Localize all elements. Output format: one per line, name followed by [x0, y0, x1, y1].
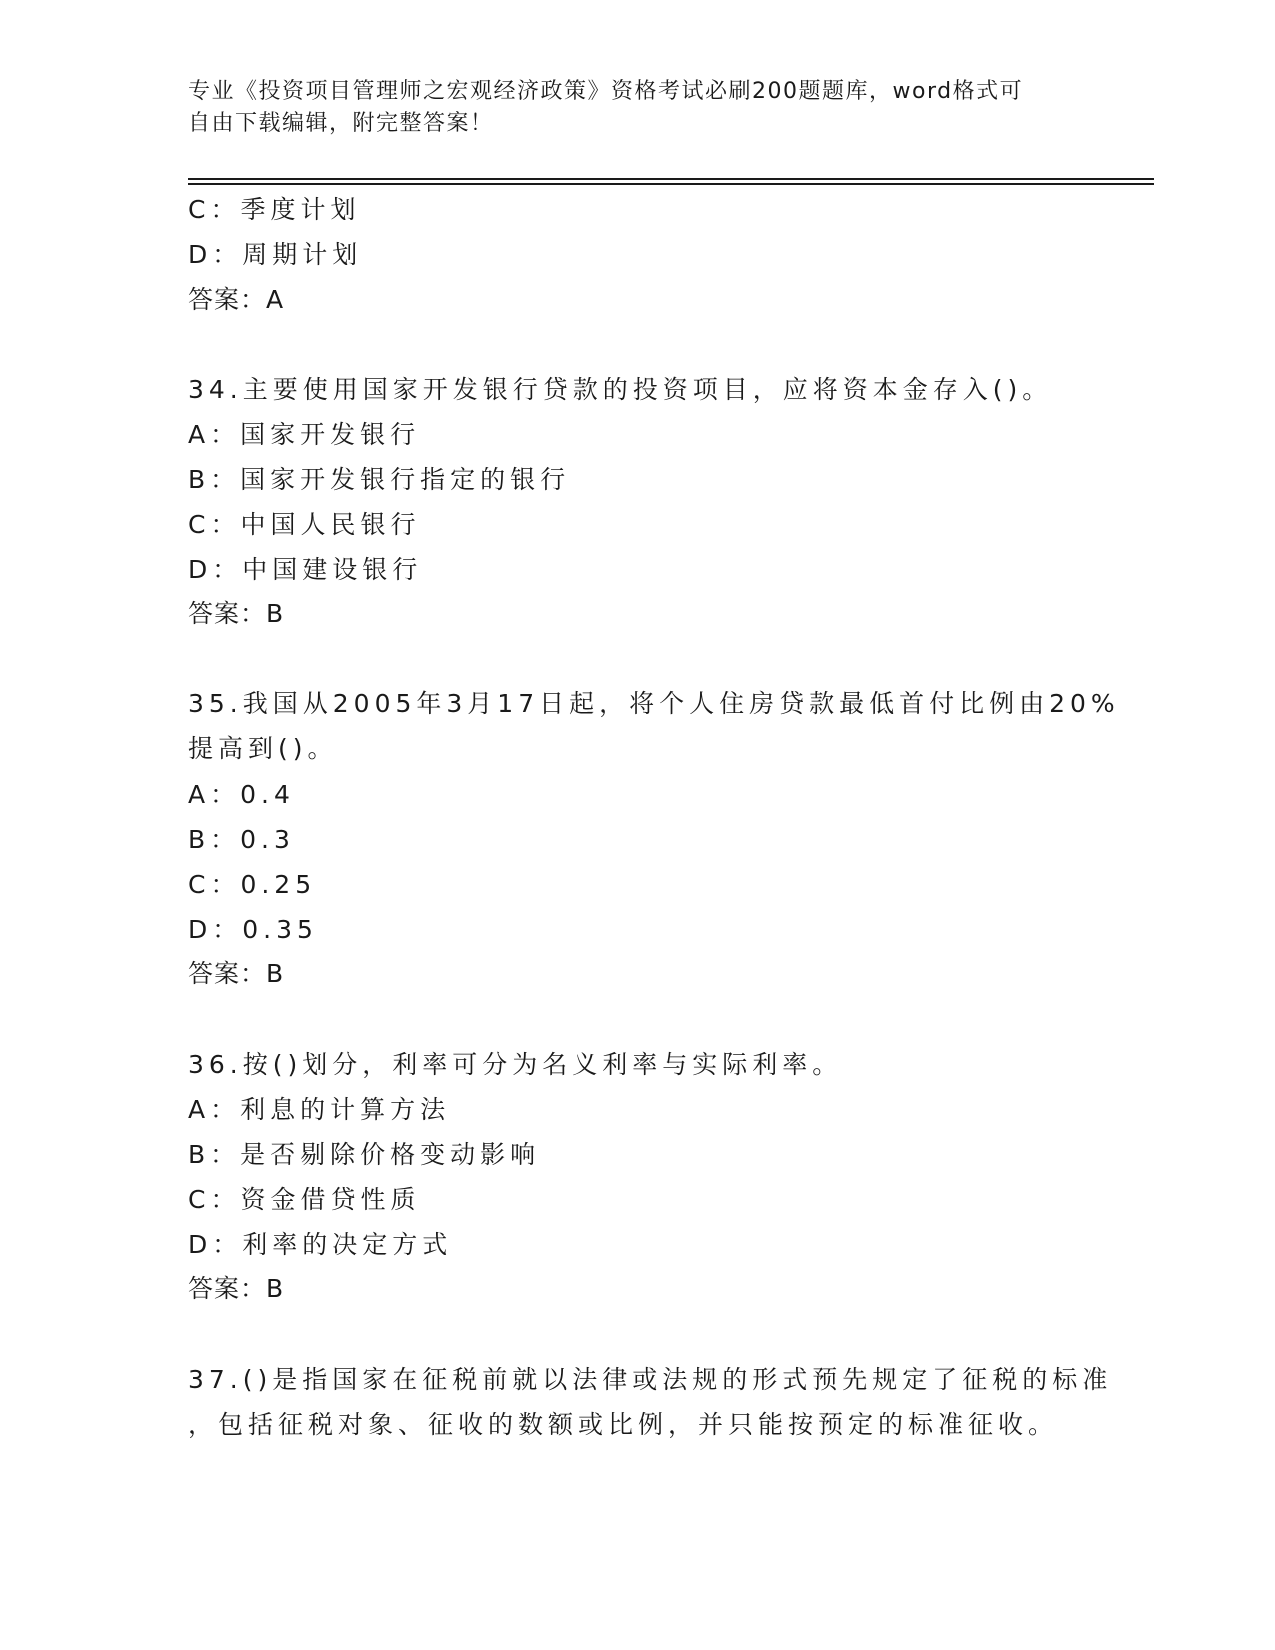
question-34-option-d: D：中国建设银行: [188, 555, 423, 584]
prev-answer: 答案：A: [188, 285, 285, 314]
question-37-stem-line-1: 37.()是指国家在征税前就以法律或法规的形式预先规定了征税的标准: [188, 1365, 1113, 1394]
header-line-2: 自由下载编辑，附完整答案！: [188, 111, 494, 136]
header-divider-bottom: [188, 183, 1154, 185]
question-34-stem: 34.主要使用国家开发银行贷款的投资项目，应将资本金存入()。: [188, 375, 1053, 404]
question-36-stem: 36.按()划分，利率可分为名义利率与实际利率。: [188, 1050, 843, 1079]
question-35-option-d: D：0.35: [188, 915, 318, 944]
question-35-option-c: C：0.25: [188, 870, 317, 899]
prev-option-d: D：周期计划: [188, 240, 363, 269]
question-35-answer: 答案：B: [188, 959, 285, 988]
header-divider-top: [188, 178, 1154, 180]
document-header: [188, 76, 1088, 140]
prev-option-c: C：季度计划: [188, 195, 361, 224]
question-36-option-b: B：是否剔除价格变动影响: [188, 1140, 541, 1169]
question-35-option-b: B：0.3: [188, 825, 295, 854]
question-34-option-b: B：国家开发银行指定的银行: [188, 465, 571, 494]
header-line-1: 专业《投资项目管理师之宏观经济政策》资格考试必刷200题题库，word格式可: [188, 79, 1024, 104]
question-36-option-d: D：利率的决定方式: [188, 1230, 453, 1259]
question-36-answer: 答案：B: [188, 1274, 285, 1303]
question-34-option-c: C：中国人民银行: [188, 510, 421, 539]
question-37-stem-line-2: ，包括征税对象、征收的数额或比例，并只能按预定的标准征收。: [188, 1410, 1059, 1439]
question-36-option-a: A：利息的计算方法: [188, 1095, 451, 1124]
question-35-stem-line-2: 提高到()。: [188, 734, 338, 763]
question-36-option-c: C：资金借贷性质: [188, 1185, 421, 1214]
question-35-stem-line-1: 35.我国从2005年3月17日起，将个人住房贷款最低首付比例由20%: [188, 689, 1120, 718]
question-34-option-a: A：国家开发银行: [188, 420, 421, 449]
question-35-option-a: A：0.4: [188, 780, 295, 809]
question-34-answer: 答案：B: [188, 599, 285, 628]
